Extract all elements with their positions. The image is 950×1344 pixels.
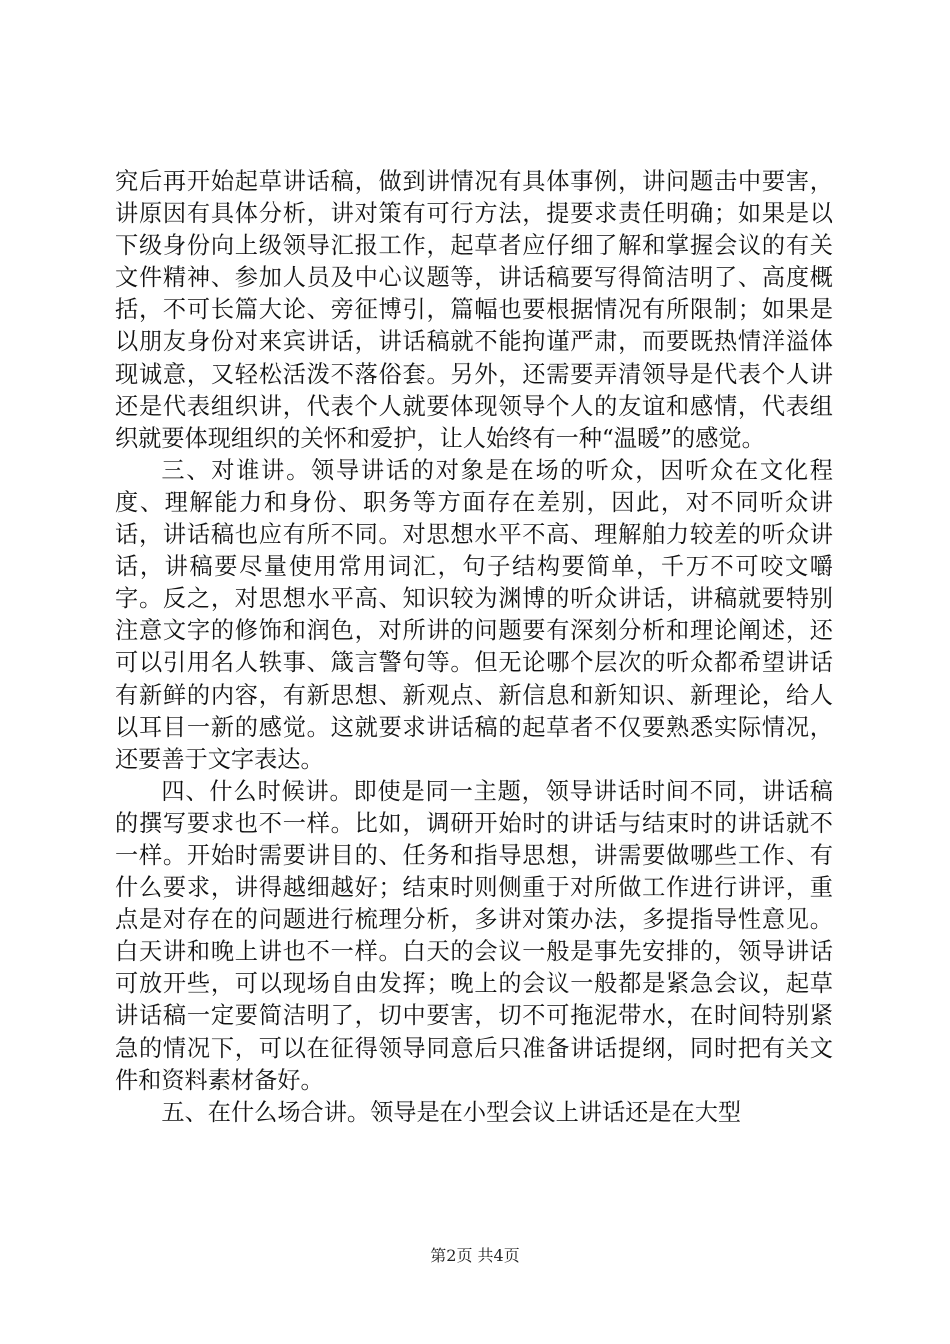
page-number-label: 第2页 共4页 (430, 1246, 520, 1265)
page-footer (0, 1243, 950, 1266)
paragraph-section-five: 五、在什么场合讲。领导是在小型会议上讲话还是在大型 (161, 1098, 742, 1126)
paragraph-section-three: 三、对谁讲。领导讲话的对象是在场的听众，因听众在文化程度、理解能力和身份、职务等方面存在差别，因此，对不同听众讲话，讲话稿也应有所不同。对思想水平不高、理解舶力较差的听众讲话，讲稿要尽量使用常用词汇，句子结构要简单，千万不可咬文嚼字。反之，对思想水平高、知识较为渊博的听众讲话，讲稿就要特别注意文字的修饰和润色，对所讲的问题要有深刻分析和理论阐述，还可以引用名人轶事、箴言警句等。但无论哪个层次的听众都希望讲话有新鲜的内容，有新思想、新观点、新信息和新知识、新理论，给人以耳目一新的感觉。这就要求讲话稿的起草者不仅要熟悉实际情况，还要善于文字表达。 (115, 456, 833, 773)
paragraph-section-four: 四、什么时候讲。即使是同一主题，领导讲话时间不同，讲话稿的撰写要求也不一样。比如，调研开始时的讲话与结束时的讲话就不一样。开始时需要讲目的、任务和指导思想，讲需要做哪些工作、有什么要求，讲得越细越好；结束时则侧重于对所做工作进行讲评，重点是对存在的问题进行梳理分析，多讲对策办法，多提指导性意见。白天讲和晚上讲也不一样。白天的会议一般是事先安排的，领导讲话可放开些，可以现场自由发挥；晚上的会议一般都是紧急会议，起草讲话稿一定要简洁明了，切中要害，切不可拖泥带水，在时间特别紧急的情况下，可以在征得领导同意后只准备讲话提纲，同时把有关文件和资料素材备好。 (115, 777, 833, 1094)
paragraph-continuation: 究后再开始起草讲话稿，做到讲情况有具体事例，讲问题击中要害，讲原因有具体分析，讲对策有可行方法，提要求责任明确；如果是以下级身份向上级领导汇报工作，起草者应仔细了解和掌握会议的有关文件精神、参加人员及中心议题等，讲话稿要写得简洁明了、高度概括，不可长篇大论、旁征博引，篇幅也要根据情况有所限制；如果是以朋友身份对来宾讲话，讲话稿就不能拘谨严肃，而要既热情洋溢体现诚意，又轻松活泼不落俗套。另外，还需要弄清领导是代表个人讲还是代表组织讲，代表个人就要体现领导个人的友谊和感情，代表组织就要体现组织的关怀和爱护，让人始终有一种“温暖”的感觉。 (115, 168, 833, 452)
document-body (115, 166, 833, 1129)
